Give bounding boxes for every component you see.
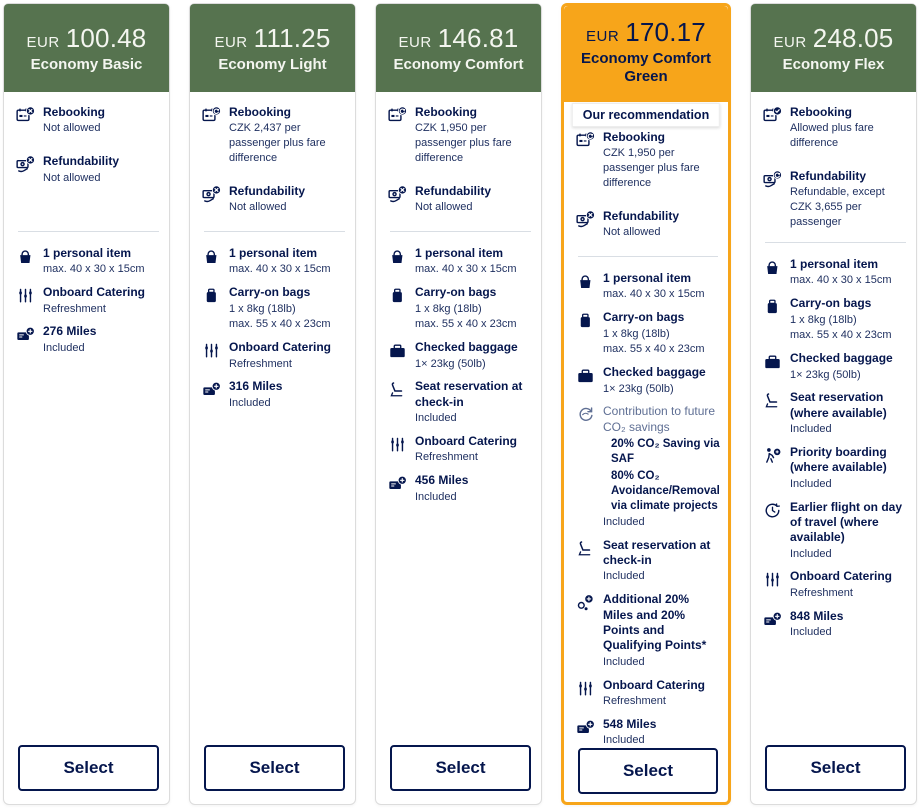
feature-detail: Not allowed (43, 122, 101, 135)
feature-title: Onboard Catering (790, 569, 893, 584)
feature-text (229, 246, 347, 277)
feature-text (603, 717, 720, 748)
feature-title: Rebooking (229, 105, 291, 119)
miles-icon (388, 474, 407, 493)
feature-row (202, 184, 347, 215)
feature-text (790, 351, 908, 382)
feature-row (388, 473, 533, 504)
personal-item-icon (16, 247, 35, 266)
feature-text (790, 257, 908, 288)
feature-row (763, 351, 908, 382)
fare-card-body (564, 102, 728, 807)
feature-detail: Not allowed (603, 226, 661, 239)
feature-text (229, 184, 347, 215)
feature-row (763, 105, 908, 151)
feature-detail: Refreshment (43, 302, 106, 315)
feature-title: Carry-on bags (229, 285, 311, 300)
miles-icon (763, 610, 782, 629)
checked-baggage-icon (388, 341, 407, 360)
feature-text (43, 105, 161, 136)
feature-text (790, 390, 908, 437)
feature-text (229, 379, 347, 410)
section-divider (390, 231, 531, 232)
feature-row (763, 296, 908, 343)
seat-icon (763, 391, 782, 410)
feature-detail: Included (790, 423, 832, 436)
feature-row (576, 592, 720, 669)
feature-row (16, 324, 161, 355)
feature-title: 276 Miles (43, 324, 97, 339)
calendar-change-icon (576, 131, 595, 150)
feature-highlight: 20% CO₂ Saving via SAF (611, 438, 720, 466)
amenities-section (763, 257, 908, 640)
feature-text (790, 445, 908, 492)
select-button-wrap (16, 745, 161, 791)
fare-card-body (4, 92, 169, 804)
feature-row (576, 130, 720, 191)
fare-name: Economy Flex (782, 55, 885, 73)
feature-row (763, 569, 908, 600)
personal-item-icon (388, 247, 407, 266)
recommendation-badge: Our recommendation (572, 103, 720, 127)
feature-title: Onboard Catering (603, 677, 706, 692)
fare-card-economy-comfort (375, 3, 542, 805)
feature-text (415, 105, 533, 166)
calendar-check-icon (763, 106, 782, 125)
feature-detail: max. 40 x 30 x 15cm (43, 263, 145, 276)
feature-detail: Included (229, 396, 271, 409)
feature-title: Refundability (415, 183, 492, 198)
fare-card-economy-basic (3, 3, 170, 805)
feature-row (576, 209, 720, 240)
feature-row (763, 390, 908, 437)
feature-text (790, 569, 908, 600)
feature-title: Additional 20% Miles and 20% Points and Qualifying Points* (603, 592, 707, 653)
feature-title: Seat reservation at check-in (603, 537, 711, 568)
feature-detail: Not allowed (43, 171, 101, 184)
fare-name: Economy Comfort Green (580, 49, 711, 85)
feature-title: Priority boarding (where available) (790, 444, 887, 475)
feature-title: Checked baggage (415, 340, 518, 355)
feature-text (415, 184, 533, 215)
feature-text (603, 130, 720, 191)
feature-title: 548 Miles (603, 716, 657, 731)
feature-row (576, 271, 720, 302)
feature-title: Checked baggage (603, 365, 706, 380)
catering-icon (388, 435, 407, 454)
feature-detail: 1 x 8kg (18lb) (790, 313, 857, 326)
feature-title: 1 personal item (790, 256, 879, 271)
miles-icon (576, 718, 595, 737)
feature-row (388, 184, 533, 215)
feature-detail: Included (603, 655, 645, 668)
feature-row (388, 379, 533, 426)
amenities-section (202, 246, 347, 411)
feature-row (16, 154, 161, 185)
feature-row (388, 340, 533, 371)
feature-detail: Refreshment (603, 694, 666, 707)
fare-card-body (751, 92, 916, 804)
feature-text (229, 340, 347, 371)
feature-text (415, 246, 533, 277)
feature-text (603, 310, 720, 357)
feature-text (790, 296, 908, 343)
fare-name: Economy Light (218, 55, 327, 73)
feature-row (202, 246, 347, 277)
price-value: 170.17 (625, 16, 706, 47)
feature-row (388, 246, 533, 277)
feature-text (603, 271, 720, 302)
refund-cross-icon (576, 210, 595, 229)
feature-text (415, 379, 533, 426)
feature-title: Rebooking (415, 105, 477, 119)
feature-detail: Included (790, 547, 832, 560)
feature-text (603, 538, 720, 585)
feature-text (43, 154, 161, 185)
priority-boarding-icon (763, 446, 782, 465)
feature-title: Onboard Catering (229, 340, 332, 355)
feature-row (16, 285, 161, 316)
feature-title: Refundability (229, 183, 306, 198)
section-divider (765, 242, 906, 243)
catering-icon (202, 341, 221, 360)
feature-title: Checked baggage (790, 351, 893, 366)
fare-name: Economy Basic (30, 55, 143, 73)
feature-detail: 1× 23kg (50lb) (603, 382, 674, 395)
carry-on-icon (763, 297, 782, 316)
feature-text (415, 285, 533, 332)
feature-title: Rebooking (43, 105, 105, 119)
refund-change-icon (763, 170, 782, 189)
feature-detail: Included (43, 341, 85, 354)
fare-card-economy-flex (750, 3, 917, 805)
feature-detail: Included (790, 626, 832, 638)
price-line (774, 23, 894, 54)
feature-detail: max. 40 x 30 x 15cm (790, 274, 892, 287)
personal-item-icon (202, 247, 221, 266)
feature-title: Earlier flight on day of travel (where available) (790, 499, 903, 545)
miles-icon (16, 325, 35, 344)
feature-row (388, 105, 533, 166)
currency-label: EUR (398, 33, 432, 51)
feature-detail: max. 55 x 40 x 23cm (603, 343, 705, 356)
carry-on-icon (576, 311, 595, 330)
select-button-wrap (576, 748, 720, 794)
price-value: 248.05 (812, 22, 894, 53)
feature-title: 316 Miles (229, 379, 283, 394)
feature-row (576, 538, 720, 585)
flexibility-section (202, 105, 347, 219)
feature-detail: 1× 23kg (50lb) (415, 357, 486, 370)
feature-row (576, 678, 720, 709)
feature-text (603, 678, 720, 709)
refund-cross-icon (202, 185, 221, 204)
select-button-economy-comfort-green[interactable]: Select (578, 748, 718, 794)
feature-text (603, 365, 720, 396)
feature-detail: max. 55 x 40 x 23cm (415, 318, 517, 331)
feature-detail: Included (603, 515, 645, 528)
feature-title: Rebooking (790, 105, 852, 119)
feature-row (388, 285, 533, 332)
refund-cross-icon (388, 185, 407, 204)
feature-text (790, 609, 908, 640)
price-line (214, 23, 330, 54)
refund-cross-icon (16, 155, 35, 174)
feature-detail: max. 55 x 40 x 23cm (790, 329, 892, 342)
calendar-change-icon (202, 106, 221, 125)
select-button-wrap (763, 745, 908, 791)
feature-row (16, 246, 161, 277)
feature-text (790, 500, 908, 562)
feature-title: Refundability (790, 169, 867, 184)
select-button-wrap (388, 745, 533, 791)
feature-title: Rebooking (603, 130, 665, 144)
price-line (27, 23, 147, 54)
feature-title: Refundability (603, 208, 680, 223)
flexibility-section (576, 130, 720, 244)
feature-title: 1 personal item (603, 271, 692, 285)
feature-title: Carry-on bags (415, 285, 497, 300)
fare-header-economy-basic (4, 4, 169, 92)
feature-text (603, 404, 720, 529)
feature-text (603, 209, 720, 240)
currency-label: EUR (586, 27, 620, 45)
price-value: 146.81 (437, 22, 519, 53)
earlier-flight-icon (763, 501, 782, 520)
currency-label: EUR (773, 33, 807, 51)
co2-savings-icon (576, 405, 595, 424)
feature-title: Seat reservation at check-in (415, 379, 523, 409)
feature-detail: Included (603, 734, 645, 747)
feature-highlight: 80% CO₂ Avoidance/Removal via climate projects (611, 470, 720, 512)
feature-row (576, 310, 720, 357)
feature-text (603, 592, 720, 669)
select-button-economy-basic[interactable]: Select (18, 745, 159, 791)
select-button-economy-flex[interactable]: Select (765, 745, 906, 791)
feature-detail: 1 x 8kg (18lb) (415, 302, 482, 315)
price-line (399, 23, 519, 54)
feature-row (576, 365, 720, 396)
feature-detail: Refreshment (229, 357, 292, 370)
section-divider (204, 231, 345, 232)
price-value: 100.48 (65, 22, 147, 53)
feature-text (43, 246, 161, 277)
calendar-change-icon (388, 106, 407, 125)
select-button-wrap (202, 745, 347, 791)
catering-icon (16, 286, 35, 305)
feature-title: 1 personal item (229, 246, 318, 260)
fare-header-economy-flex (751, 4, 916, 92)
feature-detail: CZK 2,437 per passenger plus fare difference (229, 122, 326, 165)
fare-name: Economy Comfort (393, 55, 524, 73)
feature-text (229, 105, 347, 166)
feature-detail: Allowed plus fare difference (790, 122, 874, 150)
feature-title: 456 Miles (415, 473, 469, 488)
feature-detail: Not allowed (415, 201, 473, 214)
section-divider (18, 231, 159, 232)
fare-card-economy-light (189, 3, 356, 805)
section-divider (578, 256, 718, 257)
feature-row (202, 285, 347, 332)
flexibility-section (388, 105, 533, 219)
feature-row (576, 717, 720, 748)
bonus-miles-icon (576, 593, 595, 612)
feature-detail: Not allowed (229, 201, 287, 214)
feature-text (43, 285, 161, 316)
feature-detail: Refreshment (415, 451, 478, 464)
select-button-economy-light[interactable]: Select (204, 745, 345, 791)
personal-item-icon (576, 272, 595, 291)
feature-row (16, 105, 161, 136)
fare-card-body (190, 92, 355, 804)
amenities-section (576, 271, 720, 748)
checked-baggage-icon (576, 366, 595, 385)
feature-title: Contribution to future CO₂ savings (603, 404, 716, 434)
feature-detail: 1 x 8kg (18lb) (229, 302, 296, 315)
feature-row (576, 404, 720, 529)
feature-detail: Included (415, 490, 457, 503)
select-button-economy-comfort[interactable]: Select (390, 745, 531, 791)
seat-icon (576, 539, 595, 558)
feature-row (763, 500, 908, 562)
price-value: 111.25 (253, 22, 331, 53)
feature-row (763, 609, 908, 640)
feature-text (43, 324, 161, 355)
catering-icon (763, 570, 782, 589)
feature-detail: 1× 23kg (50lb) (790, 368, 861, 381)
feature-title: Carry-on bags (790, 296, 872, 311)
flexibility-section (16, 105, 161, 219)
feature-row (763, 445, 908, 492)
feature-detail: max. 40 x 30 x 15cm (415, 263, 517, 276)
feature-text (790, 169, 908, 230)
feature-detail: CZK 1,950 per passenger plus fare difference (415, 122, 512, 165)
feature-title: Carry-on bags (603, 310, 685, 325)
feature-detail: Included (415, 412, 457, 425)
feature-detail: Included (603, 570, 645, 583)
feature-detail: max. 40 x 30 x 15cm (603, 288, 705, 301)
feature-row (202, 379, 347, 410)
feature-title: Seat reservation (where available) (790, 390, 887, 420)
fare-header-economy-comfort-green (564, 6, 728, 102)
feature-detail: Refreshment (790, 586, 853, 599)
feature-detail: Included (790, 477, 832, 490)
feature-row (763, 169, 908, 230)
feature-row (388, 434, 533, 465)
personal-item-icon (763, 258, 782, 277)
carry-on-icon (202, 286, 221, 305)
checked-baggage-icon (763, 352, 782, 371)
carry-on-icon (388, 286, 407, 305)
currency-label: EUR (26, 33, 60, 51)
feature-title: Refundability (43, 154, 120, 169)
miles-icon (202, 380, 221, 399)
catering-icon (576, 679, 595, 698)
feature-detail: max. 55 x 40 x 23cm (229, 318, 331, 331)
amenities-section (388, 246, 533, 504)
price-line (586, 17, 706, 48)
fare-card-body (376, 92, 541, 804)
feature-text (415, 434, 533, 465)
feature-title: 848 Miles (790, 608, 844, 623)
feature-row (202, 340, 347, 371)
amenities-section (16, 246, 161, 356)
feature-detail: 1 x 8kg (18lb) (603, 327, 670, 340)
feature-detail: max. 40 x 30 x 15cm (229, 263, 331, 276)
seat-icon (388, 380, 407, 399)
feature-row (202, 105, 347, 166)
feature-title: 1 personal item (43, 246, 132, 260)
feature-detail: CZK 1,950 per passenger plus fare difference (603, 147, 700, 190)
feature-row (763, 257, 908, 288)
feature-detail: Refundable, except CZK 3,655 per passenger (790, 186, 885, 229)
fare-header-economy-light (190, 4, 355, 92)
calendar-cross-icon (16, 106, 35, 125)
feature-text (790, 105, 908, 151)
fare-header-economy-comfort (376, 4, 541, 92)
feature-text (415, 340, 533, 371)
feature-text (229, 285, 347, 332)
feature-title: Onboard Catering (415, 434, 518, 449)
feature-title: 1 personal item (415, 246, 504, 260)
feature-title: Onboard Catering (43, 285, 146, 300)
feature-text (415, 473, 533, 504)
flexibility-section (763, 105, 908, 230)
currency-label: EUR (214, 33, 248, 51)
fare-card-economy-comfort-green (561, 3, 731, 805)
